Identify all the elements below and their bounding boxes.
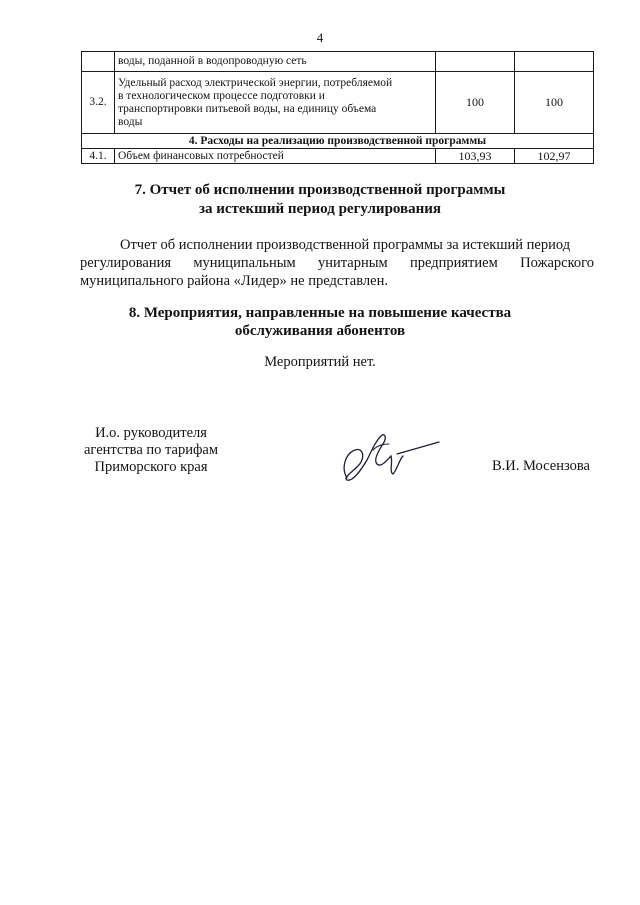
signer-title [66, 425, 236, 476]
row-number: 3.2. [82, 72, 115, 134]
row-description: Объем финансовых потребностей [115, 149, 436, 164]
description-line: воды, поданной в водопроводную сеть [118, 55, 307, 67]
table-row [82, 72, 594, 134]
table-row [82, 149, 594, 164]
row-number: 4.1. [82, 149, 115, 164]
section8-text: Мероприятий нет. [264, 354, 376, 370]
value-cell: 100 [515, 72, 594, 134]
section8-heading-line1: 8. Мероприятия, направленные на повышение качества [128, 305, 512, 321]
signer-title-line: И.о. руководителя [95, 425, 207, 441]
table-row [82, 52, 594, 72]
paragraph-line: муниципального района «Лидер» не представлен. [80, 273, 388, 289]
signer-title-line: агентства по тарифам [84, 442, 218, 458]
section7-heading-line1: 7. Отчет об исполнении производственной программы [134, 182, 506, 198]
description-line: транспортировки питьевой воды, на единицу объема [118, 102, 377, 115]
signer-title-line: Приморского края [94, 459, 208, 475]
value-cell: 100 [436, 72, 515, 134]
description-line: Удельный расход электрической энергии, потребляемой [118, 76, 393, 89]
row-description [115, 72, 436, 134]
description-line: в технологическом процессе подготовки и [118, 89, 325, 102]
section7-text [80, 236, 594, 290]
page-number: 4 [316, 30, 324, 45]
section-header-row [82, 134, 594, 149]
paragraph-line: Отчет об исполнении производственной программы за истекший период [120, 237, 571, 253]
section-header: 4. Расходы на реализацию производственной программы [82, 134, 594, 149]
row-description [115, 52, 436, 72]
value-cell: 102,97 [515, 149, 594, 164]
tariff-table [81, 51, 594, 164]
paragraph-line: регулирования муниципальным унитарным предприятием Пожарского [80, 255, 594, 271]
handwritten-signature [333, 420, 443, 490]
section8-heading-line2: обслуживания абонентов [234, 323, 406, 339]
value-cell [436, 52, 515, 72]
signer-name: В.И. Мосензова [492, 458, 590, 474]
section7-heading-line2: за истекший период регулирования [198, 201, 442, 217]
description-line: воды [118, 115, 143, 128]
value-cell [515, 52, 594, 72]
value-cell: 103,93 [436, 149, 515, 164]
row-number [82, 52, 115, 72]
